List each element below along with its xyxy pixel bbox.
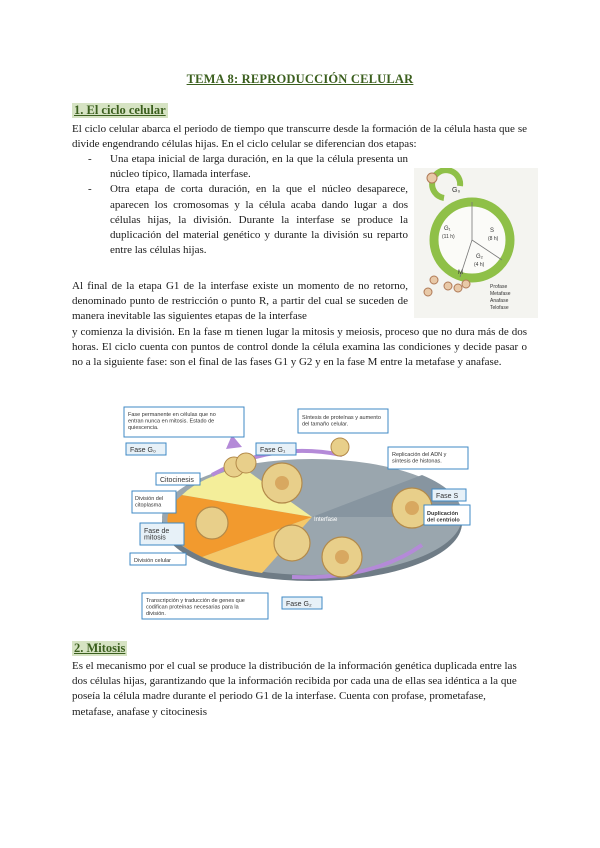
cell-cycle-diagram (122, 405, 472, 620)
legend-item: Telofase (490, 305, 509, 311)
duplicacion-label: Duplicación del centriolo (427, 511, 460, 524)
label-g1-duration: (11 h) (442, 234, 455, 240)
label-g2: G₂ (476, 254, 483, 260)
list-item: - Otra etapa de corta duración, en la que el núcleo desaparece, aparecen los cromosomas y la célula acaba dando lugar a dos células hijas, la división. Durante la interfase se produce la duplicación del material genético y durante la división su reparto entre las células hijas. (88, 182, 408, 258)
paragraph-restriction-point: Al final de la etapa G1 de la interfase existe un momento de no retorno, denominado punto de restricción o punto R, a partir del cual se suceden de manera inevitable las siguientes etapas de la interfase (72, 280, 408, 323)
phase-s-label: Fase S (436, 493, 459, 500)
paragraph-checkpoints: y comienza la división. En la fase m tienen lugar la mitosis y meiosis, proceso que no dura más de dos horas. El ciclo cuenta con puntos de control donde la célula examina las condiciones y decide pasar o no a la siguiente fase: son el final de las fases G1 y G2 y en la fase M entre la metafase y anafase. (72, 326, 527, 369)
legend-item: Profase (490, 284, 508, 290)
page-title: TEMA 8: REPRODUCCIÓN CELULAR (186, 72, 414, 86)
cell-cycle-mini-figure (414, 168, 538, 318)
fase-mitosis-label: Fase de mitosis (144, 528, 170, 542)
s-description: Replicación del ADN y síntesis de histonas. (392, 452, 447, 465)
citocinesis-label: Citocinesis (160, 477, 194, 484)
division-citoplasma-label: División del citoplasma (135, 496, 164, 509)
label-g2-duration: (4 h) (474, 262, 485, 268)
division-celular-label: División celular (134, 558, 171, 564)
phase-g1-label: Fase G₁ (260, 447, 286, 454)
mitosis-paragraph: Es el mecanismo por el cual se produce la distribución de la información genética duplicada entre las dos células hijas, garantizando que la información recibida por cada una de ellas sea idéntica a la que poseía la célula madre durante el periodo G1 de la interfase. Cuenta con profase, prometafase, metafase, anafase y citocinesis (72, 660, 517, 718)
list-item: - Una etapa inicial de larga duración, en la que la célula presenta un núcleo típico, llamada interfase. (88, 152, 408, 182)
phase-g2-label: Fase G₂ (286, 601, 312, 608)
label-g1: G₁ (444, 226, 451, 232)
section-heading-mitosis: 2. Mitosis (74, 641, 126, 655)
label-m: M (458, 270, 463, 276)
g2-description: Transcripción y traducción de genes que codifican proteínas necesarias para la división. (146, 598, 245, 617)
legend-item: Anafase (490, 298, 509, 304)
interfase-label: Interfase (314, 517, 338, 523)
quiescence-text: Fase permanente en células que no entran nunca en mitosis. Estado de quiescencia. (128, 412, 216, 431)
phase-list (88, 152, 408, 258)
phase-g0-label: Fase G₀ (130, 447, 156, 454)
g1-description: Síntesis de proteínas y aumento del tamaño celular. (302, 415, 381, 428)
label-s-duration: (8 h) (488, 236, 499, 242)
section-heading-ciclo: 1. El ciclo celular (74, 103, 166, 117)
label-s: S (490, 228, 495, 234)
legend-item: Metafase (490, 291, 511, 297)
label-g0: G₀ (452, 187, 461, 194)
intro-paragraph: El ciclo celular abarca el periodo de tiempo que transcurre desde la formación de la célula hasta que se divide engendrando células hijas. En el ciclo celular se diferencian dos etapas: (72, 123, 527, 151)
